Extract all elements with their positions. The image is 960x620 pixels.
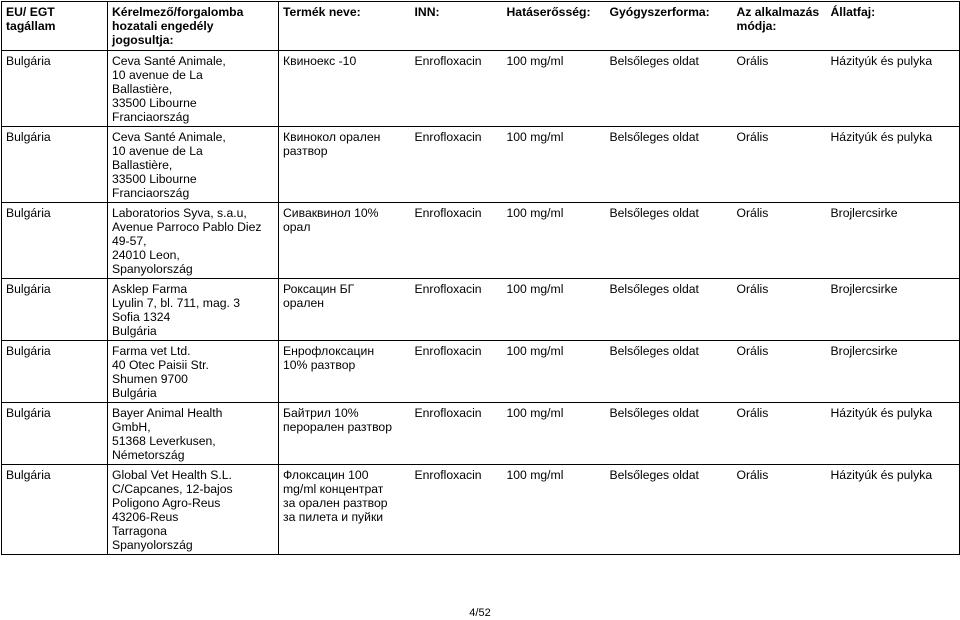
holder-line: Global Vet Health S.L.	[112, 468, 232, 482]
product-name-cell	[279, 403, 411, 465]
route-cell: Orális	[733, 403, 827, 465]
holder-line: C/Capcanes, 12-bajos	[112, 482, 233, 496]
holder-line: Farma vet Ltd.	[112, 344, 191, 358]
inn-cell: Enrofloxacin	[411, 279, 503, 341]
country-cell: Bulgária	[2, 203, 108, 279]
inn-cell: Enrofloxacin	[411, 51, 503, 127]
holder-line: 43206-Reus	[112, 510, 179, 524]
product-name-line: за орален разтвор	[283, 496, 388, 510]
product-name-line: за пилета и пуйки	[283, 510, 384, 524]
product-name-line: Сиваквинол 10%	[283, 206, 379, 220]
holder-cell	[108, 403, 279, 465]
holder-line: Poligono Agro-Reus	[112, 496, 221, 510]
table-row	[2, 203, 960, 279]
country-cell: Bulgária	[2, 51, 108, 127]
holder-line: Ballastière,	[112, 158, 173, 172]
product-name-line: Квиноекс -10	[283, 54, 357, 68]
product-name-line: Енрофлоксацин	[283, 344, 375, 358]
strength-cell: 100 mg/ml	[503, 465, 606, 555]
form-cell: Belsőleges oldat	[606, 403, 733, 465]
holder-line: Sofia 1324	[112, 310, 171, 324]
product-name-line: mg/ml концентрат	[283, 482, 384, 496]
product-name-cell	[279, 279, 411, 341]
route-cell: Orális	[733, 341, 827, 403]
product-name-cell	[279, 127, 411, 203]
holder-line: Laboratorios Syva, s.a.u,	[112, 206, 247, 220]
header-country: EU/ EGT tagállam	[2, 2, 108, 51]
holder-cell	[108, 127, 279, 203]
holder-line: Franciaország	[112, 186, 190, 200]
product-name-line: орал	[283, 220, 311, 234]
form-cell: Belsőleges oldat	[606, 279, 733, 341]
holder-line: Bulgária	[112, 386, 157, 400]
product-name-line: Байтрил 10%	[283, 406, 359, 420]
holder-line: Lyulin 7, bl. 711, mag. 3	[112, 296, 241, 310]
product-name-line: Флоксацин 100	[283, 468, 369, 482]
authorization-table	[1, 1, 960, 555]
holder-line: 33500 Libourne	[112, 96, 197, 110]
holder-cell	[108, 51, 279, 127]
species-cell: Házityúk és pulyka	[827, 51, 960, 127]
country-cell: Bulgária	[2, 279, 108, 341]
form-cell: Belsőleges oldat	[606, 341, 733, 403]
strength-cell: 100 mg/ml	[503, 403, 606, 465]
species-cell: Házityúk és pulyka	[827, 403, 960, 465]
strength-cell: 100 mg/ml	[503, 203, 606, 279]
product-name-line: орален	[283, 296, 324, 310]
form-cell: Belsőleges oldat	[606, 203, 733, 279]
holder-line: Ballastière,	[112, 82, 173, 96]
table-row	[2, 341, 960, 403]
product-name-line: 10% разтвор	[283, 358, 356, 372]
inn-cell: Enrofloxacin	[411, 127, 503, 203]
inn-cell: Enrofloxacin	[411, 403, 503, 465]
route-cell: Orális	[733, 127, 827, 203]
header-inn: INN:	[411, 2, 503, 51]
holder-line: Németország	[112, 448, 185, 462]
holder-line: Asklep Farma	[112, 282, 188, 296]
product-name-line: перорален разтвор	[283, 420, 392, 434]
product-name-cell	[279, 341, 411, 403]
holder-line: Tarragona	[112, 524, 167, 538]
holder-line: 51368 Leverkusen,	[112, 434, 216, 448]
page-number: 4/52	[469, 607, 491, 619]
holder-cell	[108, 279, 279, 341]
country-cell: Bulgária	[2, 127, 108, 203]
header-strength: Hatáserősség:	[503, 2, 606, 51]
holder-line: 24010 Leon,	[112, 248, 180, 262]
species-cell: Brojlercsirke	[827, 279, 960, 341]
route-cell: Orális	[733, 279, 827, 341]
inn-cell: Enrofloxacin	[411, 203, 503, 279]
holder-cell	[108, 203, 279, 279]
holder-cell	[108, 341, 279, 403]
holder-line: 40 Otec Paisii Str.	[112, 358, 209, 372]
holder-line: Ceva Santé Animale,	[112, 54, 226, 68]
country-cell: Bulgária	[2, 341, 108, 403]
inn-cell: Enrofloxacin	[411, 465, 503, 555]
route-cell: Orális	[733, 465, 827, 555]
country-cell: Bulgária	[2, 465, 108, 555]
holder-line: 49-57,	[112, 234, 147, 248]
strength-cell: 100 mg/ml	[503, 341, 606, 403]
product-name-cell	[279, 203, 411, 279]
holder-line: GmbH,	[112, 420, 151, 434]
route-cell: Orális	[733, 203, 827, 279]
strength-cell: 100 mg/ml	[503, 279, 606, 341]
header-form: Gyógyszerforma:	[606, 2, 733, 51]
table-row	[2, 465, 960, 555]
header-route: Az alkalmazás módja:	[733, 2, 827, 51]
product-name-cell	[279, 465, 411, 555]
table-row	[2, 127, 960, 203]
holder-line: Avenue Parroco Pablo Diez	[112, 220, 262, 234]
holder-line: Shumen 9700	[112, 372, 188, 386]
product-name-cell	[279, 51, 411, 127]
holder-line: 10 avenue de La	[112, 144, 203, 158]
holder-line: Ceva Santé Animale,	[112, 130, 226, 144]
table-header-row	[2, 2, 960, 51]
product-name-line: разтвор	[283, 144, 328, 158]
table-row	[2, 403, 960, 465]
holder-line: 33500 Libourne	[112, 172, 197, 186]
form-cell: Belsőleges oldat	[606, 51, 733, 127]
species-cell: Brojlercsirke	[827, 341, 960, 403]
product-name-line: Роксацин БГ	[283, 282, 355, 296]
holder-line: Bulgária	[112, 324, 157, 338]
holder-line: Bayer Animal Health	[112, 406, 223, 420]
form-cell: Belsőleges oldat	[606, 127, 733, 203]
strength-cell: 100 mg/ml	[503, 51, 606, 127]
table-row	[2, 279, 960, 341]
holder-line: 10 avenue de La	[112, 68, 203, 82]
table-body	[2, 51, 960, 555]
route-cell: Orális	[733, 51, 827, 127]
header-holder: Kérelmező/forgalomba hozatali engedély jogosultja:	[108, 2, 279, 51]
country-cell: Bulgária	[2, 403, 108, 465]
product-name-line: Квинокол орален	[283, 130, 381, 144]
header-product: Termék neve:	[279, 2, 411, 51]
table-row	[2, 51, 960, 127]
species-cell: Házityúk és pulyka	[827, 127, 960, 203]
holder-line: Franciaország	[112, 110, 190, 124]
holder-line: Spanyolország	[112, 262, 193, 276]
holder-cell	[108, 465, 279, 555]
holder-line: Spanyolország	[112, 538, 193, 552]
header-species: Állatfaj:	[827, 2, 960, 51]
inn-cell: Enrofloxacin	[411, 341, 503, 403]
species-cell: Házityúk és pulyka	[827, 465, 960, 555]
strength-cell: 100 mg/ml	[503, 127, 606, 203]
species-cell: Brojlercsirke	[827, 203, 960, 279]
form-cell: Belsőleges oldat	[606, 465, 733, 555]
